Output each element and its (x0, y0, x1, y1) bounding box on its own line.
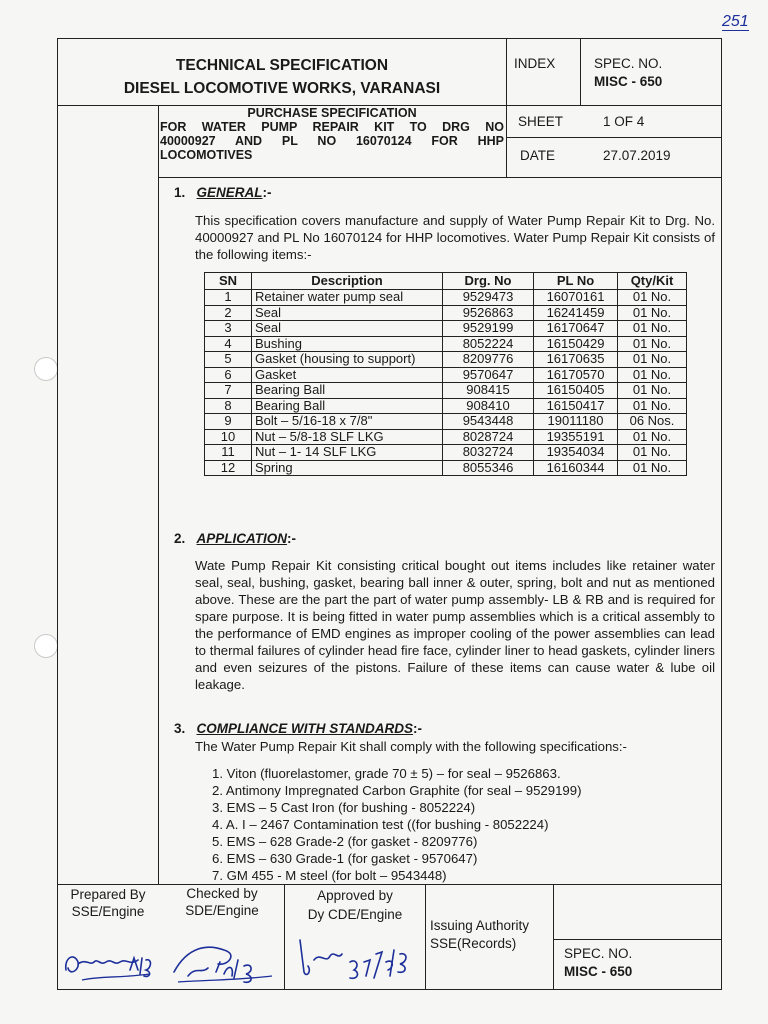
cell-description: Nut – 5/8-18 SLF LKG (252, 429, 443, 445)
prepared-by-role: SSE/Engine (71, 904, 145, 919)
table-row (205, 383, 687, 399)
cell-description: Retainer water pump seal (252, 290, 443, 306)
table-row (205, 367, 687, 383)
col-header-description: Description (252, 273, 443, 290)
cell-pl-no: 16070161 (534, 290, 618, 306)
list-item: 3. EMS – 5 Cast Iron (for bushing - 8052224) (212, 800, 476, 815)
date-label: DATE (520, 148, 556, 163)
spec-no-label: SPEC. NO. (594, 56, 663, 71)
cell-sn: 9 (205, 414, 252, 430)
section-application-heading (174, 531, 296, 546)
cell-drg-no: 9529199 (443, 321, 534, 337)
purchase-line: 40000927 AND PL NO 16070124 FOR HHP (160, 134, 504, 148)
cell-qty: 01 No. (618, 429, 687, 445)
issuing-authority-label: Issuing Authority (430, 918, 530, 933)
purchase-spec-title (160, 106, 504, 162)
divider (158, 177, 159, 885)
table-row (205, 445, 687, 461)
cell-sn: 11 (205, 445, 252, 461)
cell-drg-no: 908410 (443, 398, 534, 414)
list-item: 5. EMS – 628 Grade-2 (for gasket - 8209776) (212, 834, 478, 849)
cell-qty: 01 No. (618, 305, 687, 321)
purchase-line: LOCOMOTIVES (160, 148, 253, 162)
list-item: 6. EMS – 630 Grade-1 (for gasket - 9570647) (212, 851, 478, 866)
cell-pl-no: 19011180 (534, 414, 618, 430)
cell-qty: 01 No. (618, 321, 687, 337)
cell-sn: 3 (205, 321, 252, 337)
divider (553, 939, 722, 940)
cell-qty: 01 No. (618, 383, 687, 399)
cell-description: Gasket (252, 367, 443, 383)
cell-pl-no: 16150405 (534, 383, 618, 399)
date-value: 27.07.2019 (603, 148, 671, 163)
cell-drg-no: 8052224 (443, 336, 534, 352)
table-row (205, 460, 687, 476)
cell-qty: 01 No. (618, 336, 687, 352)
list-item: 4. A. I – 2467 Contamination test ((for bushing - 8052224) (212, 817, 549, 832)
cell-qty: 01 No. (618, 367, 687, 383)
cell-qty: 01 No. (618, 398, 687, 414)
table-row (205, 352, 687, 368)
page-number: 251 (722, 13, 749, 30)
purchase-line: FOR WATER PUMP REPAIR KIT TO DRG NO (160, 120, 504, 134)
punch-hole-bottom (34, 634, 58, 658)
cell-sn: 5 (205, 352, 252, 368)
cell-description: Bearing Ball (252, 383, 443, 399)
issuing-authority-role: SSE(Records) (430, 936, 517, 951)
cell-sn: 6 (205, 367, 252, 383)
cell-pl-no: 16160344 (534, 460, 618, 476)
cell-sn: 4 (205, 336, 252, 352)
list-item: 1. Viton (fluorelastomer, grade 70 ± 5) – for seal – 9526863. (212, 766, 561, 781)
cell-description: Gasket (housing to support) (252, 352, 443, 368)
cell-sn: 12 (205, 460, 252, 476)
cell-drg-no: 9543448 (443, 414, 534, 430)
list-item: 7. GM 455 - M steel (for bolt – 9543448) (212, 868, 447, 883)
cell-description: Bushing (252, 336, 443, 352)
cell-pl-no: 16241459 (534, 305, 618, 321)
checked-by-label: Checked by (186, 886, 258, 901)
section-number: 1. (174, 185, 186, 200)
approved-by-label: Approved by (317, 888, 393, 903)
cell-pl-no: 16170647 (534, 321, 618, 337)
section-title: COMPLIANCE WITH STANDARDS (196, 721, 414, 736)
divider (57, 884, 722, 885)
table-row (205, 336, 687, 352)
col-header-pl-no: PL No (534, 273, 618, 290)
cell-pl-no: 19354034 (534, 445, 618, 461)
cell-drg-no: 8032724 (443, 445, 534, 461)
sheet-label: SHEET (518, 114, 564, 129)
footer-spec-no-value: MISC - 650 (564, 964, 633, 979)
table-header-row (205, 273, 687, 290)
cell-drg-no: 8209776 (443, 352, 534, 368)
col-header-qty: Qty/Kit (618, 273, 687, 290)
section-suffix: :- (287, 531, 297, 546)
col-header-sn: SN (205, 273, 252, 290)
cell-drg-no: 9570647 (443, 367, 534, 383)
cell-drg-no: 8028724 (443, 429, 534, 445)
cell-sn: 1 (205, 290, 252, 306)
spec-no-value: MISC - 650 (594, 74, 663, 89)
punch-hole-top (34, 357, 58, 381)
items-table (204, 272, 687, 476)
footer-spec-no-label: SPEC. NO. (564, 946, 633, 961)
signature-approved (290, 932, 420, 986)
divider (506, 38, 507, 178)
application-text: Wate Pump Repair Kit consisting critical bought out items includes like retainer water seal, seal, bushing, gasket, bearing ball inner & outer, spring, bolt and nut as mentioned above. These are the part the part of water pump assembly- LB & RB and is required for spare purpose. It is being fitted in water pump assemblies which is a critical assembly to the performance of EMD engines as improper cooling of the power assemblies can lead to thermal failures of cylinder head fire face, cylinder liner to head gaskets, cylinder liners and even seizures of the pistons. Failure of these items can cause water & lube oil leakage. (195, 558, 715, 692)
cell-pl-no: 16170635 (534, 352, 618, 368)
cell-description: Bolt – 5/16-18 x 7/8" (252, 414, 443, 430)
divider (580, 38, 581, 106)
section-suffix: :- (413, 721, 423, 736)
cell-drg-no: 8055346 (443, 460, 534, 476)
cell-qty: 01 No. (618, 460, 687, 476)
checked-by-role: SDE/Engine (185, 903, 259, 918)
sheet-value: 1 OF 4 (603, 114, 645, 129)
standards-list (212, 765, 581, 884)
cell-qty: 01 No. (618, 290, 687, 306)
signature-prepared (60, 940, 160, 988)
cell-qty: 06 Nos. (618, 414, 687, 430)
cell-drg-no: 9529473 (443, 290, 534, 306)
index-label: INDEX (514, 56, 556, 71)
cell-qty: 01 No. (618, 352, 687, 368)
cell-sn: 8 (205, 398, 252, 414)
cell-description: Seal (252, 305, 443, 321)
col-header-drg-no: Drg. No (443, 273, 534, 290)
table-row (205, 398, 687, 414)
general-text: This specification covers manufacture and supply of Water Pump Repair Kit to Drg. No. 40000927 and PL No 16070124 for HHP locomotives. Water Pump Repair Kit consists of the following items:- (195, 213, 715, 262)
approved-by-role: Dy CDE/Engine (307, 907, 403, 922)
table-row (205, 290, 687, 306)
table-row (205, 429, 687, 445)
cell-pl-no: 19355191 (534, 429, 618, 445)
cell-pl-no: 16150417 (534, 398, 618, 414)
doc-title: TECHNICAL SPECIFICATION (175, 57, 389, 74)
cell-description: Spring (252, 460, 443, 476)
cell-drg-no: 9526863 (443, 305, 534, 321)
cell-description: Seal (252, 321, 443, 337)
table-row (205, 321, 687, 337)
section-number: 2. (174, 531, 186, 546)
cell-qty: 01 No. (618, 445, 687, 461)
cell-pl-no: 16150429 (534, 336, 618, 352)
cell-description: Bearing Ball (252, 398, 443, 414)
section-general-heading (174, 185, 272, 200)
cell-description: Nut – 1- 14 SLF LKG (252, 445, 443, 461)
organization-name: DIESEL LOCOMOTIVE WORKS, VARANASI (123, 80, 441, 97)
cell-drg-no: 908415 (443, 383, 534, 399)
divider (158, 177, 722, 178)
cell-sn: 2 (205, 305, 252, 321)
divider (158, 105, 159, 178)
section-title: GENERAL (196, 185, 263, 200)
section-title: APPLICATION (196, 531, 288, 546)
table-row (205, 414, 687, 430)
compliance-intro: The Water Pump Repair Kit shall comply with the following specifications:- (195, 739, 627, 754)
section-number: 3. (174, 721, 186, 736)
divider (506, 137, 722, 138)
signature-checked (168, 936, 280, 988)
section-suffix: :- (262, 185, 272, 200)
section-compliance-heading (174, 721, 422, 736)
list-item: 2. Antimony Impregnated Carbon Graphite (for seal – 9529199) (212, 783, 582, 798)
table-row (205, 305, 687, 321)
cell-sn: 10 (205, 429, 252, 445)
prepared-by-label: Prepared By (70, 887, 146, 902)
purchase-line: PURCHASE SPECIFICATION (247, 106, 417, 120)
cell-pl-no: 16170570 (534, 367, 618, 383)
cell-sn: 7 (205, 383, 252, 399)
